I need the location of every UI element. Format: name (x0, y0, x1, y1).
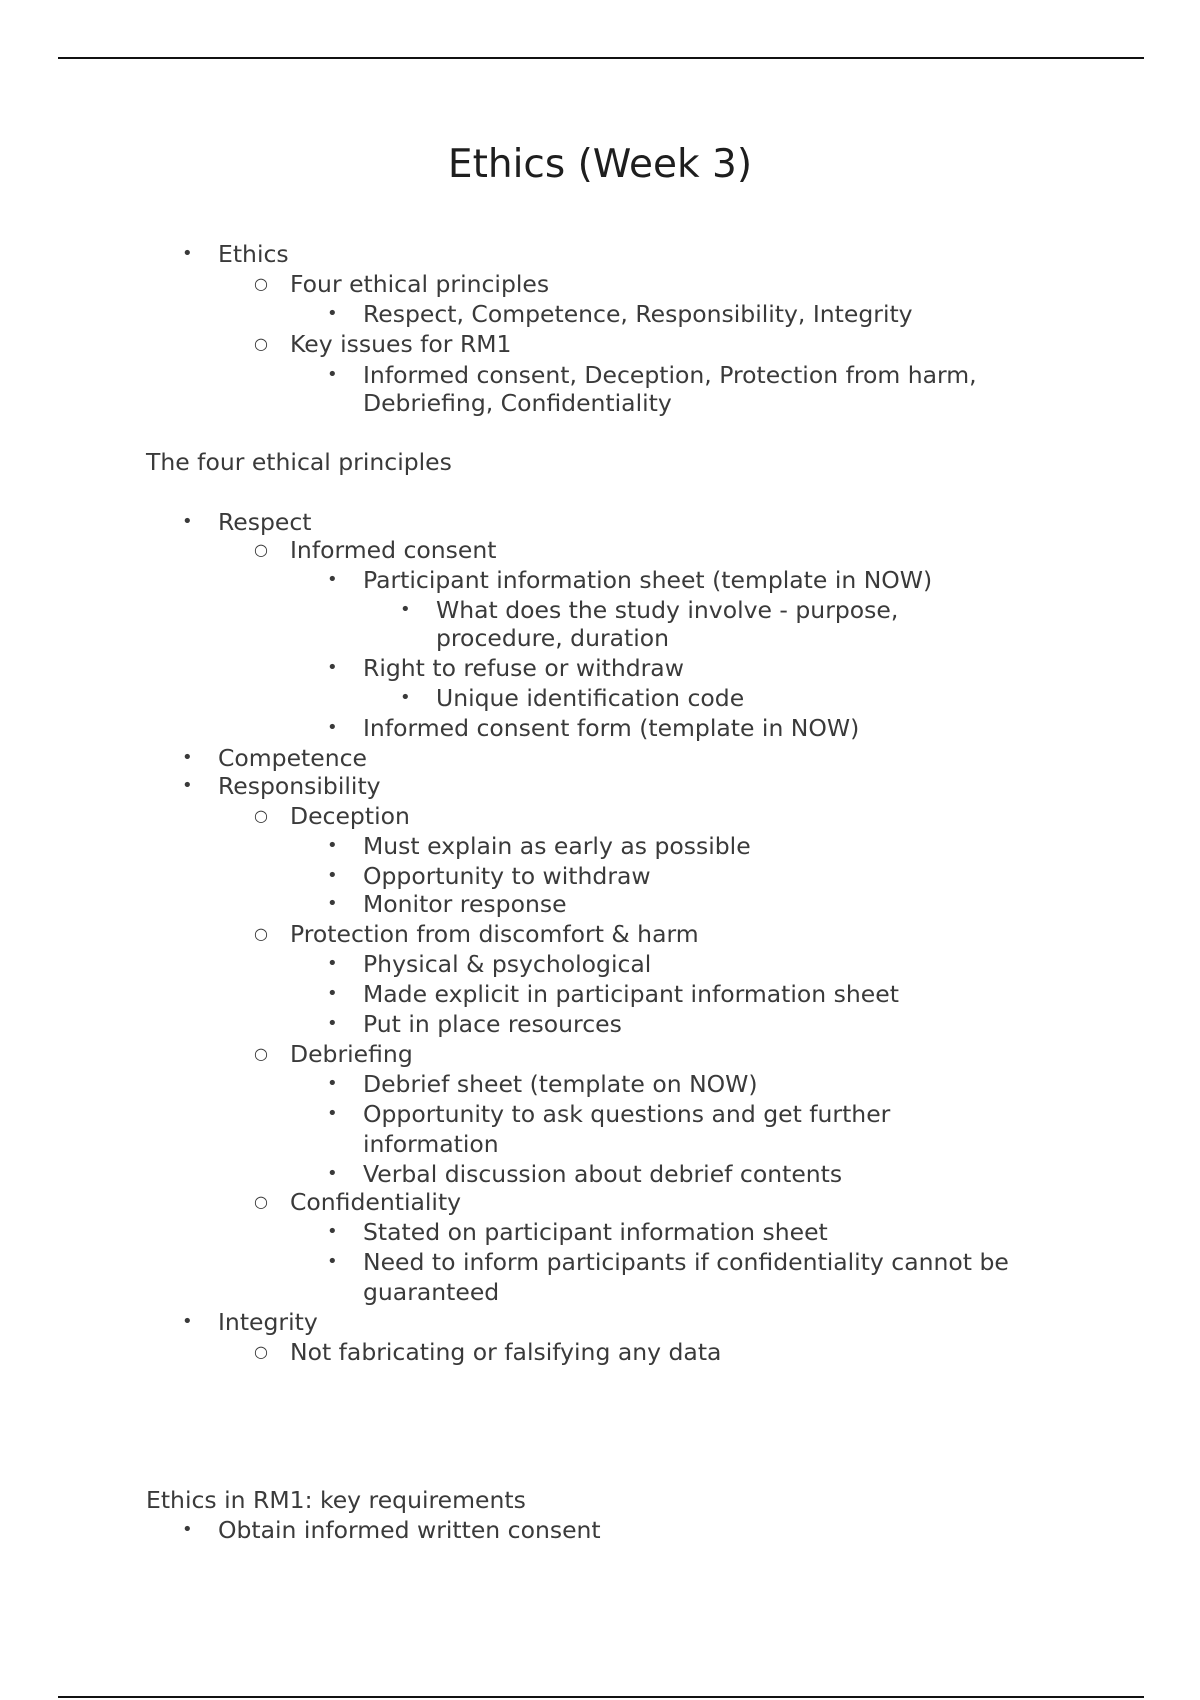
list-item: • Participant information sheet (template in NOW) (327, 566, 933, 594)
bullet-disc-icon: • (327, 1163, 338, 1184)
list-item: ○ Not fabricating or falsifying any data (254, 1338, 722, 1366)
list-item: • Verbal discussion about debrief contents (327, 1160, 843, 1188)
list-item: • Stated on participant information sheet (327, 1218, 828, 1246)
bullet-circle-icon: ○ (254, 924, 268, 943)
list-item-continuation: procedure, duration (436, 624, 670, 652)
bullet-disc-icon: • (327, 569, 338, 590)
bullet-disc-icon: • (327, 1221, 338, 1242)
list-item: • Informed consent form (template in NOW) (327, 714, 860, 742)
bullet-circle-icon: ○ (254, 1192, 268, 1211)
list-item: • What does the study involve - purpose, (400, 596, 899, 624)
bullet-disc-icon: • (327, 1103, 338, 1124)
list-item: ○ Confidentiality (254, 1188, 462, 1216)
bullet-circle-icon: ○ (254, 806, 268, 825)
list-item: • Obtain informed written consent (182, 1516, 601, 1544)
bullet-disc-icon: • (182, 511, 193, 532)
list-item: • Respect, Competence, Responsibility, Integrity (327, 300, 913, 328)
list-item: • Need to inform participants if confidentiality cannot be (327, 1248, 1009, 1276)
bullet-disc-icon: • (182, 775, 193, 796)
list-item: • Respect (182, 508, 312, 536)
bullet-disc-icon: • (327, 1013, 338, 1034)
list-item: • Opportunity to withdraw (327, 862, 651, 890)
list-item: ○ Deception (254, 802, 410, 830)
list-item: ○ Four ethical principles (254, 270, 550, 298)
section-heading: The four ethical principles (146, 448, 452, 476)
list-item: • Integrity (182, 1308, 318, 1336)
list-item: • Competence (182, 744, 367, 772)
list-item-continuation: Debriefing, Confidentiality (363, 389, 672, 417)
list-item: • Monitor response (327, 890, 567, 918)
list-item: • Physical & psychological (327, 950, 652, 978)
bullet-disc-icon: • (327, 893, 338, 914)
list-item: ○ Debriefing (254, 1040, 413, 1068)
bullet-disc-icon: • (327, 657, 338, 678)
bullet-disc-icon: • (182, 1311, 193, 1332)
list-item: • Ethics (182, 240, 289, 268)
bullet-disc-icon: • (327, 983, 338, 1004)
list-item: • Responsibility (182, 772, 381, 800)
list-item-continuation: guaranteed (363, 1278, 500, 1306)
list-item: • Debrief sheet (template on NOW) (327, 1070, 758, 1098)
bullet-disc-icon: • (327, 717, 338, 738)
top-rule (58, 57, 1144, 59)
bullet-disc-icon: • (182, 747, 193, 768)
bullet-disc-icon: • (182, 1519, 193, 1540)
list-item: • Made explicit in participant information sheet (327, 980, 899, 1008)
bullet-disc-icon: • (327, 953, 338, 974)
bullet-disc-icon: • (400, 687, 411, 708)
list-item: ○ Key issues for RM1 (254, 330, 512, 358)
list-item: • Opportunity to ask questions and get further (327, 1100, 891, 1128)
list-item: • Right to refuse or withdraw (327, 654, 684, 682)
bullet-circle-icon: ○ (254, 1044, 268, 1063)
list-item: • Must explain as early as possible (327, 832, 751, 860)
list-item: • Unique identification code (400, 684, 745, 712)
list-item: • Put in place resources (327, 1010, 622, 1038)
bullet-disc-icon: • (327, 835, 338, 856)
bullet-circle-icon: ○ (254, 274, 268, 293)
list-item: • Informed consent, Deception, Protection from harm, (327, 361, 977, 389)
list-item: ○ Protection from discomfort & harm (254, 920, 699, 948)
bottom-rule (58, 1696, 1144, 1698)
bullet-disc-icon: • (327, 1251, 338, 1272)
bullet-disc-icon: • (327, 364, 338, 385)
bullet-disc-icon: • (327, 303, 338, 324)
bullet-circle-icon: ○ (254, 1342, 268, 1361)
bullet-disc-icon: • (327, 865, 338, 886)
bullet-circle-icon: ○ (254, 334, 268, 353)
list-item: ○ Informed consent (254, 536, 497, 564)
list-item-continuation: information (363, 1130, 499, 1158)
page-title: Ethics (Week 3) (447, 142, 753, 187)
bullet-disc-icon: • (327, 1073, 338, 1094)
bullet-circle-icon: ○ (254, 540, 268, 559)
bullet-disc-icon: • (182, 243, 193, 264)
bullet-disc-icon: • (400, 599, 411, 620)
section-heading: Ethics in RM1: key requirements (146, 1486, 526, 1514)
